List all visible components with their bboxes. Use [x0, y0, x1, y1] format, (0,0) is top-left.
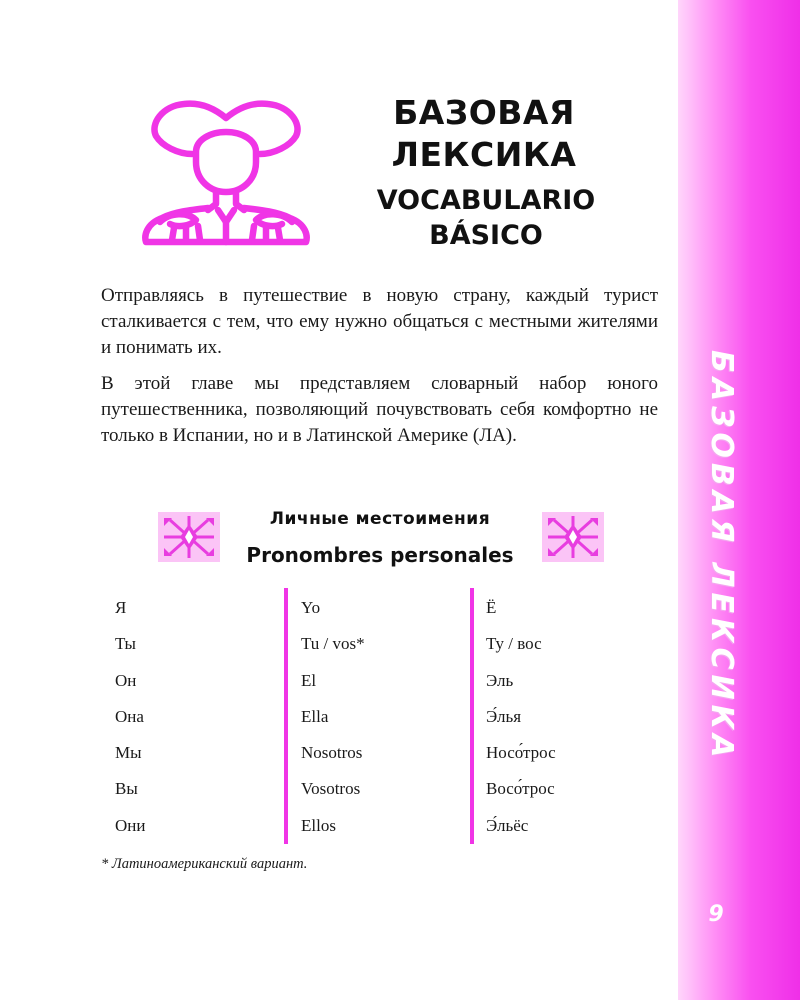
pronoun-es: El: [301, 670, 317, 690]
pronoun-es: Ellos: [301, 815, 336, 835]
intro-paragraph-2: В этой главе мы представляем словарный набор юного путешественника, позволяющий почувствовать себя комфортно не только в Испании, но и в Латинской Америке (ЛА).: [101, 373, 658, 446]
intro-text: [101, 283, 658, 459]
pronoun-ru: Вы: [115, 779, 138, 799]
pronoun-ru: Они: [115, 815, 146, 835]
page-number: 9: [708, 902, 724, 927]
pronoun-pronunciation: Э́лья: [486, 706, 522, 726]
pronoun-pronunciation: Ту / вос: [486, 634, 542, 654]
pronoun-es: Tu / vos*: [301, 634, 365, 654]
section-title-russian: Личные местоимения: [269, 509, 491, 529]
title-ru-line-1: БАЗОВАЯ: [393, 93, 575, 132]
pronoun-es: Yo: [301, 598, 321, 617]
column-divider: [470, 588, 474, 844]
footnote: * Латиноамериканский вариант.: [101, 856, 308, 872]
intro-paragraph-1: Отправляясь в путешествие в новую страну, каждый турист сталкивается с тем, что ему нужно общаться с местными жителями и понимать их.: [101, 285, 658, 358]
side-chapter-title: БАЗОВАЯ ЛЕКСИКА: [704, 350, 739, 763]
side-strip: [678, 0, 800, 1000]
matador-icon: [134, 96, 318, 248]
pronoun-pronunciation: Эль: [486, 670, 514, 690]
russian-column: [115, 594, 145, 848]
pronoun-pronunciation: Носо́трос: [486, 743, 556, 763]
pronoun-pronunciation: Восо́трос: [486, 779, 555, 799]
title-es-line-1: VOCABULARIO: [376, 185, 596, 216]
snowflake-ornament-icon: [542, 512, 604, 562]
pronoun-ru: Мы: [115, 743, 142, 763]
title-es-line-2: BÁSICO: [429, 220, 543, 251]
column-divider: [284, 588, 288, 844]
pronoun-ru: Он: [115, 670, 137, 690]
pronunciation-column: [486, 594, 556, 848]
spanish-column: [301, 594, 365, 848]
pronoun-ru: Я: [115, 598, 127, 617]
pronoun-es: Nosotros: [301, 743, 363, 763]
pronoun-pronunciation: Э́льёс: [486, 815, 529, 835]
snowflake-ornament-icon: [158, 512, 220, 562]
pronoun-ru: Она: [115, 706, 144, 726]
pronoun-es: Ella: [301, 706, 329, 726]
title-ru-line-2: ЛЕКСИКА: [391, 135, 577, 174]
section-title-spanish: Pronombres personales: [246, 543, 514, 567]
pronoun-es: Vosotros: [301, 779, 361, 799]
page-title-spanish: [345, 183, 627, 253]
page-title-russian: [375, 92, 593, 176]
pronoun-ru: Ты: [115, 634, 136, 654]
pronoun-pronunciation: Ё: [486, 598, 497, 617]
